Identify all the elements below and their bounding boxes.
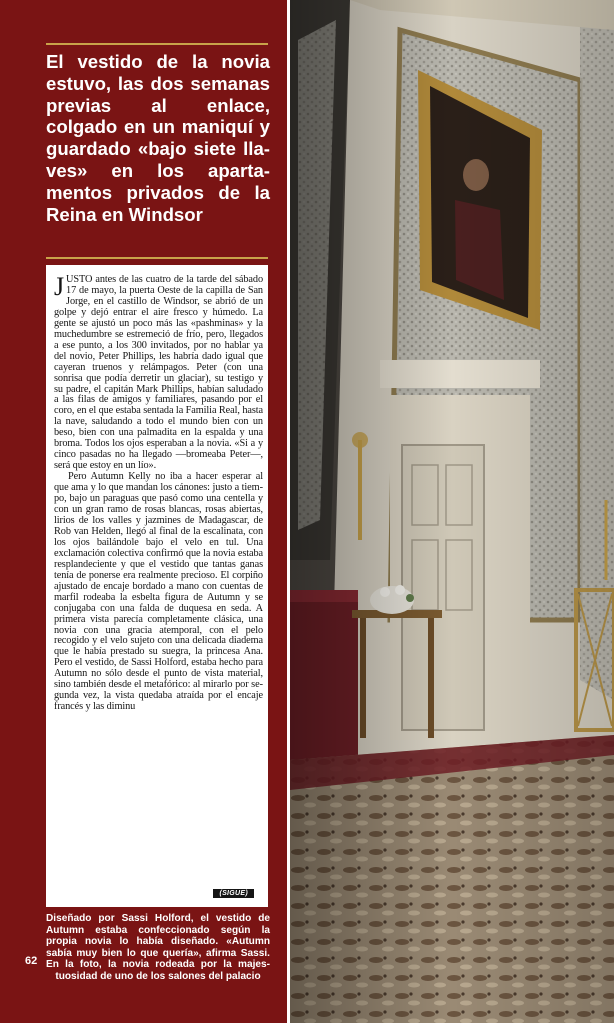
lead-in: USTO (66, 274, 93, 285)
palace-room-illustration (290, 0, 614, 1023)
drop-cap: J (54, 272, 65, 301)
photo-caption: Diseñado por Sassi Holford, el vestido de Autumn estaba confeccionado según la propia novia lo había diseñado. «Autumn sabía muy bien lo que quería», afirma Sassi. En la foto, la novia rodeada por la majestuosidad de uno de los salones del palacio (46, 913, 270, 982)
text-column-band (0, 0, 287, 1023)
headline: El vestido de la novia estuvo, las dos semanas previas al enlace, colgado en un maniquí y guardado «bajo siete llaves» en los apartamentos privados de la Reina en Windsor (46, 51, 270, 225)
paragraph-1-text: antes de las cuatro de la tarde del sábado 17 de mayo, la puerta Oeste de la capilla de San Jorge, en el castillo de Windsor, se abrió de un golpe y dejó entrar el aire fresco y húmedo. La gente se ajustó un poco más las «pashminas» y la muchedumbre se estremeció de frío, pero, llegados a ese punto, a los 300 invitados, por no hablar ya del novio, Peter Phillips, les habría dado igual que cayeran truenos y relámpagos. Peter (con una sonrisa que podía derretir un glaciar), su testigo y su padre, el capitán Mark Phillips, habían saludado a las filas de amigos y familiares, pasando por el coro, en el que estaba sentada la Familia Real, hasta la nave, saludando a todo el mundo bien con un beso, bien con una palmadita en la espalda y una broma. Todos los ojos esperaban a la novia. «Si a y cinco pasadas no ha llegado —bromeaba Peter—, será que estoy en un lío». (54, 274, 263, 472)
article-body (46, 265, 268, 907)
continued-label: (SIGUE) (213, 889, 254, 898)
page-number: 62 (25, 955, 38, 967)
article-paragraph-1 (54, 272, 263, 472)
headline-top-rule (46, 43, 268, 45)
palace-room-photo (290, 0, 614, 1023)
headline-bottom-rule (46, 257, 268, 259)
article-paragraph-2: Pero Autumn Kelly no iba a hacer esperar al que ama y lo que mandan los cánones: justo a tiempo, bajo un paraguas que pasó como una centella y con un gran ramo de rosas blancas, rosas abiertas, lirios de los valles y jazmines de Madagascar, de Rob van Helden, llegó al final de la escalinata, con los ojos bailándole bajo el velo en tul. Una exclamación colectiva confirmó que la novia estaba resplandeciente y que el vestido que tantas ganas tenía de ponerse era realmente precioso. El corpiño ajustado de encaje bordado a mano con cuentas de marfil rodeaba la esbelta figura de Autumn y se conjugaba con una falda de duquesa en seda. A primera vista parecía completamente clásica, una novia con una gracia atemporal, con el pelo recogido y el velo sujeto con una delicada diadema que le había prestado su suegra, la princesa Ana. Pero el vestido, de Sassi Holford, estaba hecho para Autumn no sólo desde el punto de vista material, sino también desde el metafórico: al mirarlo por segunda vez, la vista quedaba atraída por el encaje francés y las diminu (54, 471, 263, 713)
